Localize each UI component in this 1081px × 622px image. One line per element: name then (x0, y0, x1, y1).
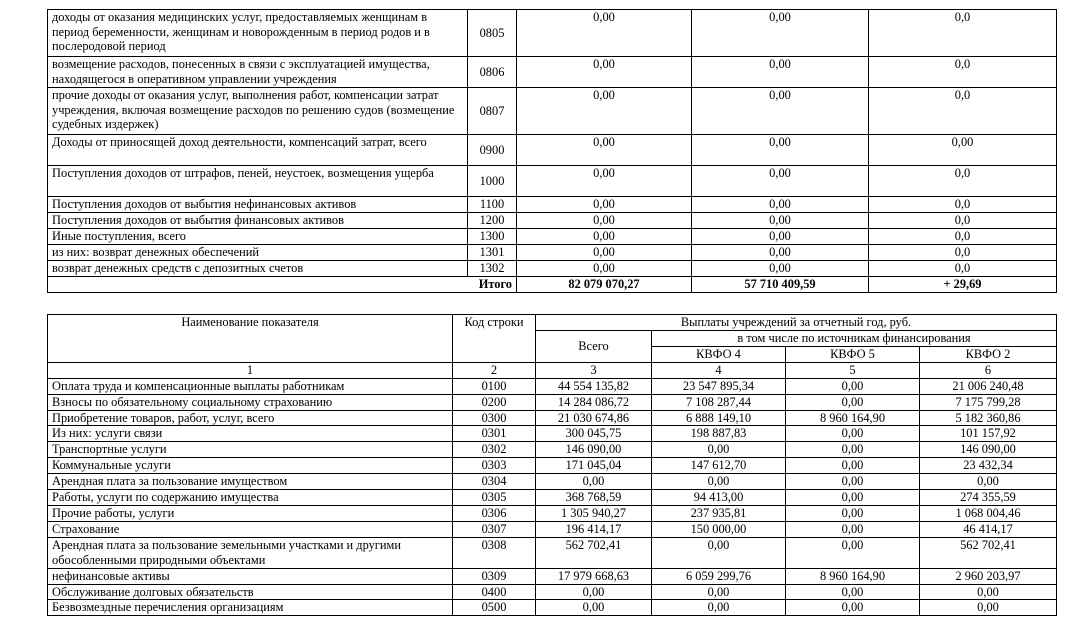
row-kvfo5: 8 960 164,90 (786, 410, 920, 426)
row-code: 0900 (468, 135, 517, 166)
payments-table (47, 314, 1057, 616)
row-name: Страхование (48, 521, 453, 537)
table-row (48, 394, 1057, 410)
row-value: 0,00 (692, 245, 869, 261)
row-total: 44 554 135,82 (536, 378, 652, 394)
row-total: 21 030 674,86 (536, 410, 652, 426)
table-row (48, 10, 1057, 57)
header-row (48, 315, 1057, 331)
table-row (48, 474, 1057, 490)
row-kvfo4: 237 935,81 (652, 505, 786, 521)
row-total: 1 305 940,27 (536, 505, 652, 521)
header-payments: Выплаты учреждений за отчетный год, руб. (536, 315, 1057, 331)
row-name: Обслуживание долговых обязательств (48, 584, 453, 600)
row-name: Иные поступления, всего (48, 229, 468, 245)
table-row (48, 197, 1057, 213)
row-code: 1100 (468, 197, 517, 213)
row-value: 0,00 (517, 88, 692, 135)
row-kvfo4: 0,00 (652, 442, 786, 458)
row-kvfo4: 6 059 299,76 (652, 568, 786, 584)
row-name: Безвозмездные перечисления организациям (48, 600, 453, 616)
header-name: Наименование показателя (48, 315, 453, 363)
row-code: 1300 (468, 229, 517, 245)
table-row (48, 378, 1057, 394)
row-value: 0,00 (692, 197, 869, 213)
row-value: 0,00 (517, 245, 692, 261)
row-kvfo2: 274 355,59 (920, 490, 1057, 506)
row-code: 0305 (453, 490, 536, 506)
row-value: 0,00 (869, 135, 1057, 166)
row-kvfo2: 101 157,92 (920, 426, 1057, 442)
table-row (48, 166, 1057, 197)
row-value: 0,00 (517, 197, 692, 213)
row-kvfo4: 0,00 (652, 600, 786, 616)
row-code: 0807 (468, 88, 517, 135)
row-name: Взносы по обязательному социальному страхованию (48, 394, 453, 410)
header-code: Код строки (453, 315, 536, 363)
row-code: 0309 (453, 568, 536, 584)
row-total: 17 979 668,63 (536, 568, 652, 584)
row-kvfo5: 8 960 164,90 (786, 568, 920, 584)
total-value: 82 079 070,27 (517, 277, 692, 293)
row-value: 0,00 (692, 135, 869, 166)
row-code: 0302 (453, 442, 536, 458)
row-kvfo2: 2 960 203,97 (920, 568, 1057, 584)
row-code: 1302 (468, 261, 517, 277)
row-code: 0100 (453, 378, 536, 394)
row-total: 14 284 086,72 (536, 394, 652, 410)
row-name: Из них: услуги связи (48, 426, 453, 442)
table-row (48, 442, 1057, 458)
column-number: 6 (920, 362, 1057, 378)
table-row (48, 135, 1057, 166)
row-name: Поступления доходов от штрафов, пеней, неустоек, возмещения ущерба (48, 166, 468, 197)
row-kvfo2: 46 414,17 (920, 521, 1057, 537)
row-kvfo4: 0,00 (652, 584, 786, 600)
row-value: 0,00 (692, 213, 869, 229)
row-total: 146 090,00 (536, 442, 652, 458)
row-value: 0,0 (869, 88, 1057, 135)
row-name: Работы, услуги по содержанию имущества (48, 490, 453, 506)
row-total: 300 045,75 (536, 426, 652, 442)
row-name: Поступления доходов от выбытия нефинансовых активов (48, 197, 468, 213)
total-label: Итого (48, 277, 517, 293)
row-kvfo5: 0,00 (786, 426, 920, 442)
column-number: 3 (536, 362, 652, 378)
table-row (48, 88, 1057, 135)
row-code: 0304 (453, 474, 536, 490)
row-kvfo2: 0,00 (920, 600, 1057, 616)
row-kvfo5: 0,00 (786, 490, 920, 506)
row-value: 0,0 (869, 197, 1057, 213)
row-kvfo2: 0,00 (920, 584, 1057, 600)
row-kvfo4: 0,00 (652, 537, 786, 568)
row-name: прочие доходы от оказания услуг, выполнения работ, компенсации затрат учреждения, включая возмещение расходов по решению судов (возмещение судебных издержек) (48, 88, 468, 135)
row-name: Арендная плата за пользование имуществом (48, 474, 453, 490)
table-row (48, 584, 1057, 600)
row-kvfo2: 562 702,41 (920, 537, 1057, 568)
row-kvfo4: 150 000,00 (652, 521, 786, 537)
row-code: 0306 (453, 505, 536, 521)
table-row (48, 245, 1057, 261)
row-value: 0,00 (517, 213, 692, 229)
row-value: 0,00 (517, 166, 692, 197)
row-kvfo2: 23 432,34 (920, 458, 1057, 474)
row-code: 1301 (468, 245, 517, 261)
row-name: Оплата труда и компенсационные выплаты работникам (48, 378, 453, 394)
row-name: Приобретение товаров, работ, услуг, всего (48, 410, 453, 426)
table-row (48, 57, 1057, 88)
total-row (48, 277, 1057, 293)
row-name: Прочие работы, услуги (48, 505, 453, 521)
table-row (48, 410, 1057, 426)
table-row (48, 521, 1057, 537)
header-kvfo2: КВФО 2 (920, 346, 1057, 362)
row-kvfo4: 23 547 895,34 (652, 378, 786, 394)
row-value: 0,00 (517, 229, 692, 245)
table-row (48, 490, 1057, 506)
row-code: 0400 (453, 584, 536, 600)
table-row (48, 261, 1057, 277)
row-value: 0,00 (517, 135, 692, 166)
row-name: доходы от оказания медицинских услуг, предоставляемых женщинам в период беременности, женщинам и новорожденным в период родов и в послеродовой период (48, 10, 468, 57)
row-kvfo5: 0,00 (786, 505, 920, 521)
row-code: 0301 (453, 426, 536, 442)
row-value: 0,00 (517, 57, 692, 88)
row-name: из них: возврат денежных обеспечений (48, 245, 468, 261)
table-row (48, 458, 1057, 474)
row-code: 0806 (468, 57, 517, 88)
row-value: 0,0 (869, 10, 1057, 57)
column-number: 1 (48, 362, 453, 378)
column-number: 2 (453, 362, 536, 378)
row-value: 0,00 (517, 10, 692, 57)
row-kvfo4: 94 413,00 (652, 490, 786, 506)
row-name: Арендная плата за пользование земельными участками и другими обособленными природными объектами (48, 537, 453, 568)
row-value: 0,0 (869, 245, 1057, 261)
row-code: 0200 (453, 394, 536, 410)
row-name: нефинансовые активы (48, 568, 453, 584)
row-code: 0805 (468, 10, 517, 57)
row-value: 0,0 (869, 229, 1057, 245)
row-kvfo4: 0,00 (652, 474, 786, 490)
header-total: Всего (536, 331, 652, 363)
row-name: Транспортные услуги (48, 442, 453, 458)
header-kvfo5: КВФО 5 (786, 346, 920, 362)
table-row (48, 213, 1057, 229)
row-kvfo4: 147 612,70 (652, 458, 786, 474)
row-kvfo5: 0,00 (786, 458, 920, 474)
row-kvfo2: 0,00 (920, 474, 1057, 490)
row-value: 0,0 (869, 213, 1057, 229)
row-total: 171 045,04 (536, 458, 652, 474)
row-kvfo5: 0,00 (786, 584, 920, 600)
row-value: 0,0 (869, 261, 1057, 277)
row-total: 562 702,41 (536, 537, 652, 568)
row-total: 0,00 (536, 584, 652, 600)
header-sources: в том числе по источникам финансирования (652, 331, 1057, 347)
income-table (47, 9, 1057, 293)
table-row (48, 537, 1057, 568)
column-number: 5 (786, 362, 920, 378)
row-total: 0,00 (536, 600, 652, 616)
column-number-row (48, 362, 1057, 378)
row-code: 0308 (453, 537, 536, 568)
row-value: 0,00 (692, 166, 869, 197)
row-kvfo5: 0,00 (786, 537, 920, 568)
row-value: 0,0 (869, 166, 1057, 197)
row-kvfo4: 198 887,83 (652, 426, 786, 442)
row-kvfo5: 0,00 (786, 442, 920, 458)
row-code: 0303 (453, 458, 536, 474)
column-number: 4 (652, 362, 786, 378)
row-kvfo5: 0,00 (786, 378, 920, 394)
row-kvfo5: 0,00 (786, 600, 920, 616)
row-kvfo4: 7 108 287,44 (652, 394, 786, 410)
row-name: возмещение расходов, понесенных в связи с эксплуатацией имущества, находящегося в оперативном управлении учреждения (48, 57, 468, 88)
row-code: 0300 (453, 410, 536, 426)
table-row (48, 505, 1057, 521)
table-row (48, 426, 1057, 442)
row-name: возврат денежных средств с депозитных счетов (48, 261, 468, 277)
row-total: 368 768,59 (536, 490, 652, 506)
row-name: Коммунальные услуги (48, 458, 453, 474)
row-kvfo2: 7 175 799,28 (920, 394, 1057, 410)
row-kvfo5: 0,00 (786, 521, 920, 537)
header-kvfo4: КВФО 4 (652, 346, 786, 362)
row-value: 0,00 (692, 10, 869, 57)
row-kvfo2: 146 090,00 (920, 442, 1057, 458)
row-value: 0,00 (692, 261, 869, 277)
row-kvfo2: 1 068 004,46 (920, 505, 1057, 521)
row-value: 0,00 (692, 88, 869, 135)
row-name: Поступления доходов от выбытия финансовых активов (48, 213, 468, 229)
row-kvfo2: 21 006 240,48 (920, 378, 1057, 394)
total-value: 57 710 409,59 (692, 277, 869, 293)
row-total: 0,00 (536, 474, 652, 490)
total-value: + 29,69 (869, 277, 1057, 293)
row-value: 0,00 (692, 229, 869, 245)
row-kvfo5: 0,00 (786, 394, 920, 410)
row-total: 196 414,17 (536, 521, 652, 537)
row-code: 0500 (453, 600, 536, 616)
table-row (48, 568, 1057, 584)
row-code: 1000 (468, 166, 517, 197)
row-value: 0,00 (517, 261, 692, 277)
row-value: 0,00 (692, 57, 869, 88)
table-row (48, 600, 1057, 616)
row-value: 0,0 (869, 57, 1057, 88)
row-name: Доходы от приносящей доход деятельности, компенсаций затрат, всего (48, 135, 468, 166)
row-code: 0307 (453, 521, 536, 537)
row-kvfo2: 5 182 360,86 (920, 410, 1057, 426)
row-code: 1200 (468, 213, 517, 229)
row-kvfo4: 6 888 149,10 (652, 410, 786, 426)
table-row (48, 229, 1057, 245)
row-kvfo5: 0,00 (786, 474, 920, 490)
